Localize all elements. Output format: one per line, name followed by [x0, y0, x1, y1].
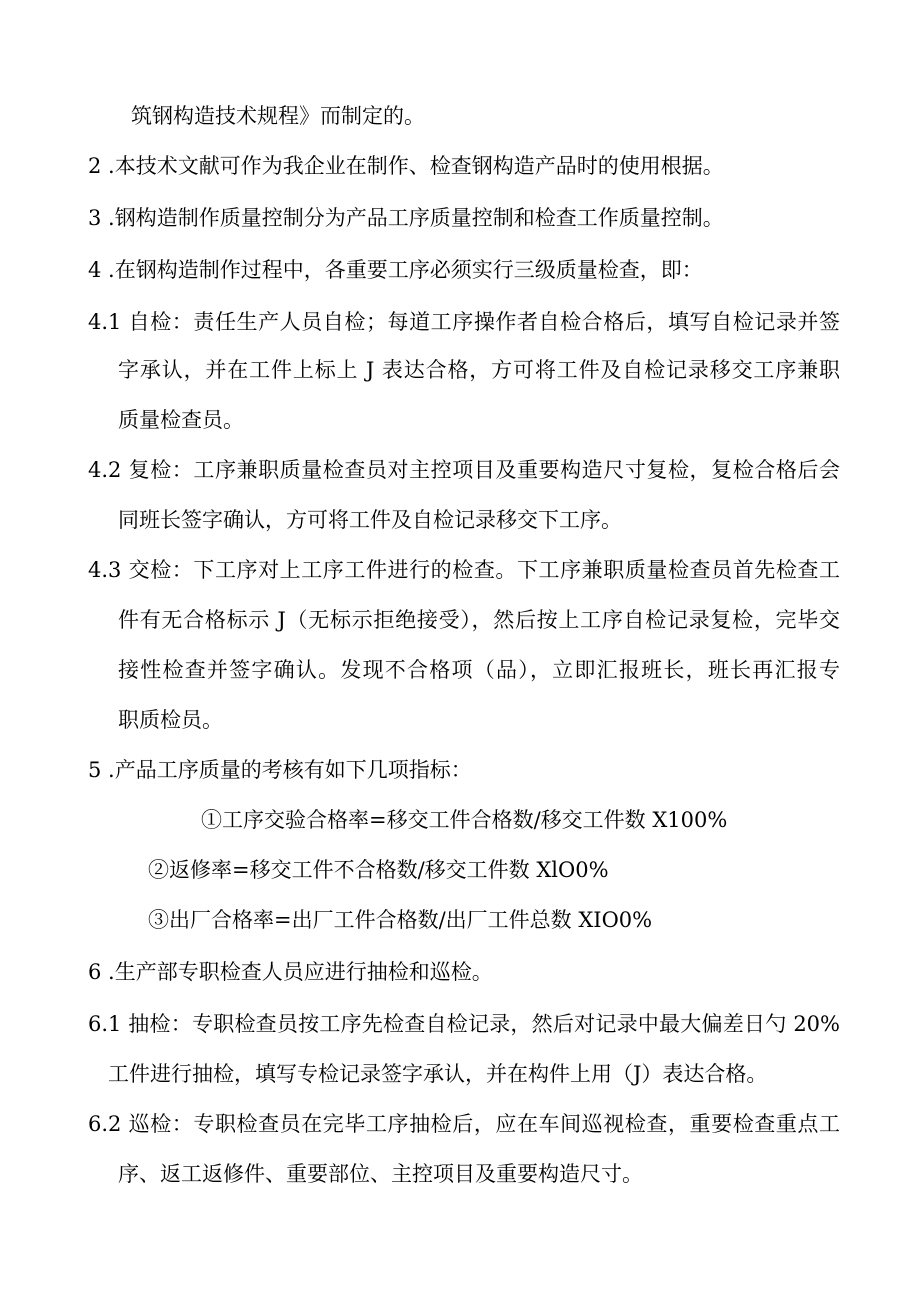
item-4-3-line-1: 4.3 交检：下工序对上工序工件进行的检查。下工序兼职质量检查员首先检查工: [88, 558, 840, 582]
item-2: 2 .本技术文献可作为我企业在制作、检查钢构造产品时的使用根据。: [88, 154, 724, 178]
formula-3: ③出厂合格率=出厂工件合格数/出厂工件总数 XIO0%: [148, 908, 653, 932]
item-6-1-line-1: 6.1 抽检：专职检查员按工序先检查自检记录，然后对记录中最大偏差日勺 20%: [88, 1012, 840, 1036]
item-6-2-line-2: 序、返工返修件、重要部位、主控项目及重要构造尺寸。: [118, 1162, 643, 1186]
item-4-3-line-2: 件有无合格标示 J（无标示拒绝接受），然后按上工序自检记录复检，完毕交: [118, 608, 840, 632]
item-6-1-line-2: 工件进行抽检，填写专检记录签字承认，并在构件上用（J）表达合格。: [108, 1062, 768, 1086]
item-3: 3 .钢构造制作质量控制分为产品工序质量控制和检查工作质量控制。: [88, 206, 724, 230]
item-4-2-line-2: 同班长签字确认，方可将工件及自检记录移交下工序。: [118, 508, 622, 532]
formula-1: ①工序交验合格率=移交工件合格数/移交工件数 X100%: [201, 808, 728, 832]
item-4-1-line-1: 4.1 自检：责任生产人员自检；每道工序操作者自检合格后，填写自检记录并签: [88, 310, 840, 334]
item-5: 5 .产品工序质量的考核有如下几项指标：: [88, 758, 472, 782]
item-4-1-line-3: 质量检查员。: [118, 408, 244, 432]
item-6-2-line-1: 6.2 巡检：专职检查员在完毕工序抽检后，应在车间巡视检查，重要检查重点工: [88, 1112, 840, 1136]
item-4-3-line-4: 职质检员。: [118, 708, 223, 732]
item-4-3-line-3: 接性检查并签字确认。发现不合格项（品），立即汇报班长，班长再汇报专: [118, 658, 840, 682]
item-4-1-line-2: 字承认，并在工件上标上 J 表达合格，方可将工件及自检记录移交工序兼职: [118, 358, 840, 382]
continuation-line: 筑钢构造技术规程》而制定的。: [131, 104, 425, 128]
item-6: 6 .生产部专职检查人员应进行抽检和巡检。: [88, 960, 493, 984]
item-4-2-line-1: 4.2 复检：工序兼职质量检查员对主控项目及重要构造尺寸复检，复检合格后会: [88, 458, 840, 482]
formula-2: ②返修率=移交工件不合格数/移交工件数 XlO0%: [148, 858, 609, 882]
item-4: 4 .在钢构造制作过程中，各重要工序必须实行三级质量检查，即：: [88, 258, 703, 282]
